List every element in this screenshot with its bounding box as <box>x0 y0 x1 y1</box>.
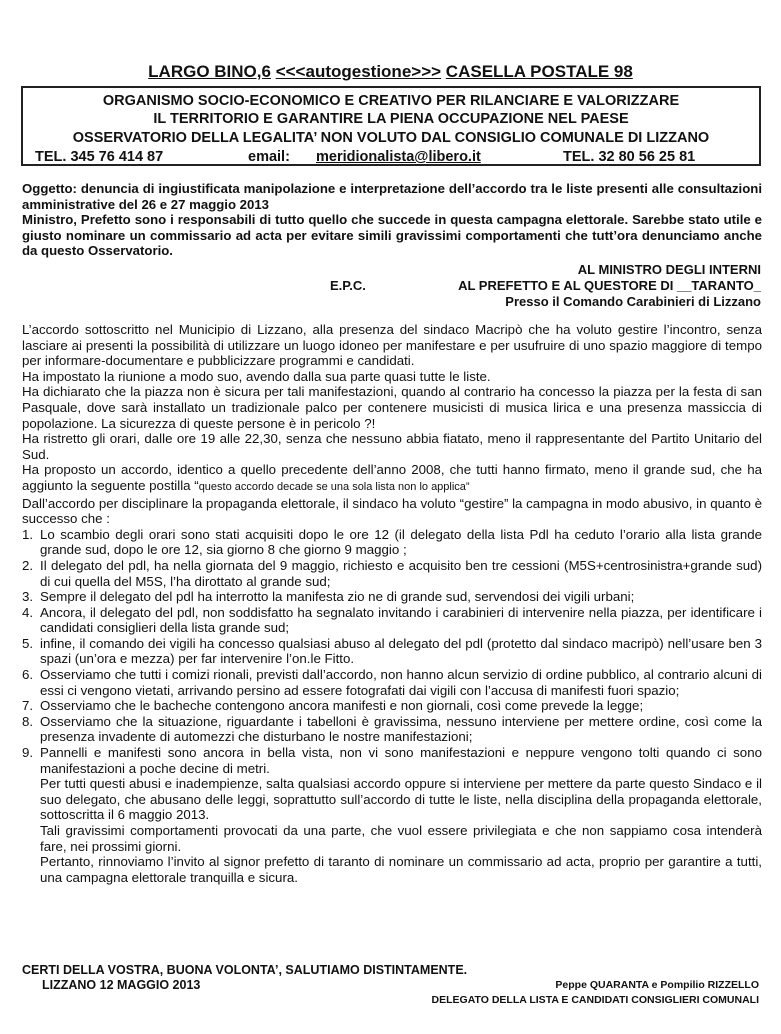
body-paragraph: Ha dichiarato che la piazza non è sicura per tali manifestazioni, quando al contrario ha concesso la piazza per la festa di san Pasquale, dove sarà installato un tradizionale palco per contenere musicisti di musica lirica e una presenza massiccia di popolazione. La sicurezza di queste persone è in pericolo ?! <box>22 384 762 431</box>
closing-salutation: CERTI DELLA VOSTRA, BUONA VOLONTA’, SALUTIAMO DISTINTAMENTE. <box>22 963 468 977</box>
addressee-minister: AL MINISTRO DEGLI INTERNI <box>577 262 761 277</box>
phone-2: TEL. 32 80 56 25 81 <box>563 149 696 165</box>
list-item-number: 8. <box>22 713 34 729</box>
body-paragraph: Ha impostato la riunione a modo suo, avendo dalla sua parte quasi tutte le liste. <box>22 368 491 384</box>
body-paragraph: Ha ristretto gli orari, dalle ore 19 alle 22,30, senza che nessuno abbia fiatato, meno il rappresentante del Partito Unitario del Sud. <box>22 431 762 462</box>
list-item <box>22 636 762 667</box>
subject-block <box>22 181 762 259</box>
subject-minister-note: Ministro, Prefetto sono i responsabili di tutto quello che succede in questa campagna elettorale. Sarebbe stato utile e giusto nominare un commissario ad acta per evitare simili gravissimi comportamenti che tutt’ora denunciamo anche da questo Osservatorio. <box>22 212 762 258</box>
letterhead-box <box>21 86 761 166</box>
address-street: LARGO BINO,6 <box>148 62 271 81</box>
body-paragraph: Dall’accordo per disciplinare la propaganda elettorale, il sindaco ha voluto “gestire” la campagna in modo abusivo, in quanto è successo che : <box>22 495 762 527</box>
addressee-carabinieri: Presso il Comando Carabinieri di Lizzano <box>505 294 761 309</box>
list-item-text: Sempre il delegato del pdl ha interrotto la manifesta zio ne di grande sud, servendosi dei vigili urbani; <box>40 589 635 605</box>
address-autogestione: <<<autogestione>>> <box>275 62 442 81</box>
address-po-box: CASELLA POSTALE 98 <box>445 62 633 81</box>
list-item-text: Osserviamo che la situazione, riguardante i tabelloni è gravissima, nessuno interviene per mettere ordine, così come la presenza invadente di automezzi che disturbano le nostre manifestazioni; <box>40 713 762 745</box>
body-paragraph: Per tutti questi abusi e inadempienze, salta qualsiasi accordo oppure si interviene per mettere da parte questo Sindaco e il suo delegato, che abusano delle leggi, soprattutto sull’accordo di tutte le liste, nella disciplina della propaganda elettorale, sottoscritta il 6 maggio 2013. <box>40 776 762 823</box>
list-item <box>22 558 762 589</box>
list-item-text: Lo scambio degli orari sono stati acquisiti dopo le ore 12 (il delegato della lista Pdl ha ceduto l’orario alla lista grande grande sud, dopo le ore 12, sia giorno 8 che giorno 9 maggio ; <box>40 526 762 558</box>
subject-line: Oggetto: denuncia di ingiustificata manipolazione e interpretazione dell’accordo tra le liste presenti alle consultazioni amministrative del 26 e 27 maggio 2013 <box>22 181 762 212</box>
signers: Peppe QUARANTA e Pompilio RIZZELLO <box>555 979 759 991</box>
list-item-text: Osserviamo che le bacheche contengono ancora manifesti e non giornali, così come prevede la legge; <box>40 698 644 714</box>
list-item-number: 2. <box>22 557 34 573</box>
email-link[interactable]: meridionalista@libero.it <box>316 149 481 165</box>
list-item-number: 5. <box>22 635 34 651</box>
postilla-intro: Ha proposto un accordo, identico a quello precedente dell’anno 2008, che tutti hanno firmato, meno il grande sud, che ha aggiunto la seguente postilla “ <box>22 462 762 493</box>
postilla-quote: questo accordo decade se una sola lista non lo applica” <box>198 480 470 493</box>
list-item <box>22 605 762 636</box>
email-label: email: <box>248 149 290 165</box>
list-item <box>22 527 762 558</box>
list-item-number: 7. <box>22 698 34 714</box>
body-paragraph-postilla <box>22 462 762 495</box>
body-paragraph: Pertanto, rinnoviamo l’invito al signor prefetto di taranto di nominare un commissario ad acta, proprio per garantire a tutti, una campagna elettorale tranquilla e sicura. <box>40 854 762 885</box>
list-item-text: Pannelli e manifesti sono ancora in bella vista, non vi sono manifestazioni e neppure vengono tolti quando ci sono manifestazioni a poche decine di metri. <box>40 745 762 776</box>
list-item <box>22 667 762 698</box>
list-item <box>22 745 762 776</box>
signers-role: DELEGATO DELLA LISTA E CANDIDATI CONSIGLIERI COMUNALI <box>431 994 759 1006</box>
letterhead-line-1: ORGANISMO SOCIO-ECONOMICO E CREATIVO PER RILANCIARE E VALORIZZARE <box>102 93 680 109</box>
list-item-text: Il delegato del pdl, ha nella giornata del 9 maggio, richiesto e acquisito ben tre cessioni (M5S+centrosinistra+grande sud) di cui quella del M5S, l’ha dirottato al grande sud; <box>40 557 762 589</box>
list-item <box>22 714 762 745</box>
addressee-prefetto: AL PREFETTO E AL QUESTORE DI __TARANTO_ <box>458 278 761 293</box>
list-item-number: 1. <box>22 526 34 542</box>
violations-list <box>22 527 762 777</box>
body-paragraph: Tali gravissimi comportamenti provocati da una parte, che vuol essere privilegiata e che non sappiamo cosa intenderà fare, nei prossimi giorni. <box>40 823 762 854</box>
body-paragraph: L’accordo sottoscritto nel Municipio di Lizzano, alla presenza del sindaco Macripò che ha voluto gestire l’incontro, senza lasciare ai presenti la possibilità di utilizzare un luogo idoneo per manifestare e per usufruire di uno spazio maggiore di tempo per informare-documentare e pubblicizzare programmi e candidati. <box>22 322 762 369</box>
letter-date: LIZZANO 12 MAGGIO 2013 <box>42 978 201 992</box>
letterhead-line-2: IL TERRITORIO E GARANTIRE LA PIENA OCCUPAZIONE NEL PAESE <box>153 111 629 127</box>
phone-1: TEL. 345 76 414 87 <box>35 149 164 165</box>
list-item-text: infine, il comando dei vigili ha concesso qualsiasi abuso al delegato del pdl (protetto dal sindaco macripò) nell’usare ben 3 spazi (un’ora e mezza) per far intervenire l’on.le Fitto. <box>40 635 762 667</box>
list-item <box>22 589 762 605</box>
list-item-number: 4. <box>22 604 34 620</box>
list-item-number: 6. <box>22 667 34 683</box>
letterhead-address <box>0 62 781 82</box>
list-item <box>22 698 762 714</box>
list-item-text: Osserviamo che tutti i comizi rionali, previsti dall’accordo, non hanno alcun servizio di ordine pubblico, al contrario alcuni di essi ci vengono vietati, arrivando persino ad essere fotografati dai vigili con l’accusa di manifesti fuori spazio; <box>40 667 762 698</box>
list-item-number: 3. <box>22 589 34 605</box>
addressee-epc: E.P.C. <box>330 278 366 293</box>
letter-body <box>22 322 762 885</box>
list-item-number: 9. <box>22 745 34 761</box>
list-item-text: Ancora, il delegato del pdl, non soddisfatto ha segnalato invitando i carabinieri di intervenire nella piazza, per identificare i candidati consiglieri della lista grande sud; <box>40 604 762 636</box>
letterhead-line-3: OSSERVATORIO DELLA LEGALITA’ NON VOLUTO DAL CONSIGLIO COMUNALE DI LIZZANO <box>72 130 710 146</box>
